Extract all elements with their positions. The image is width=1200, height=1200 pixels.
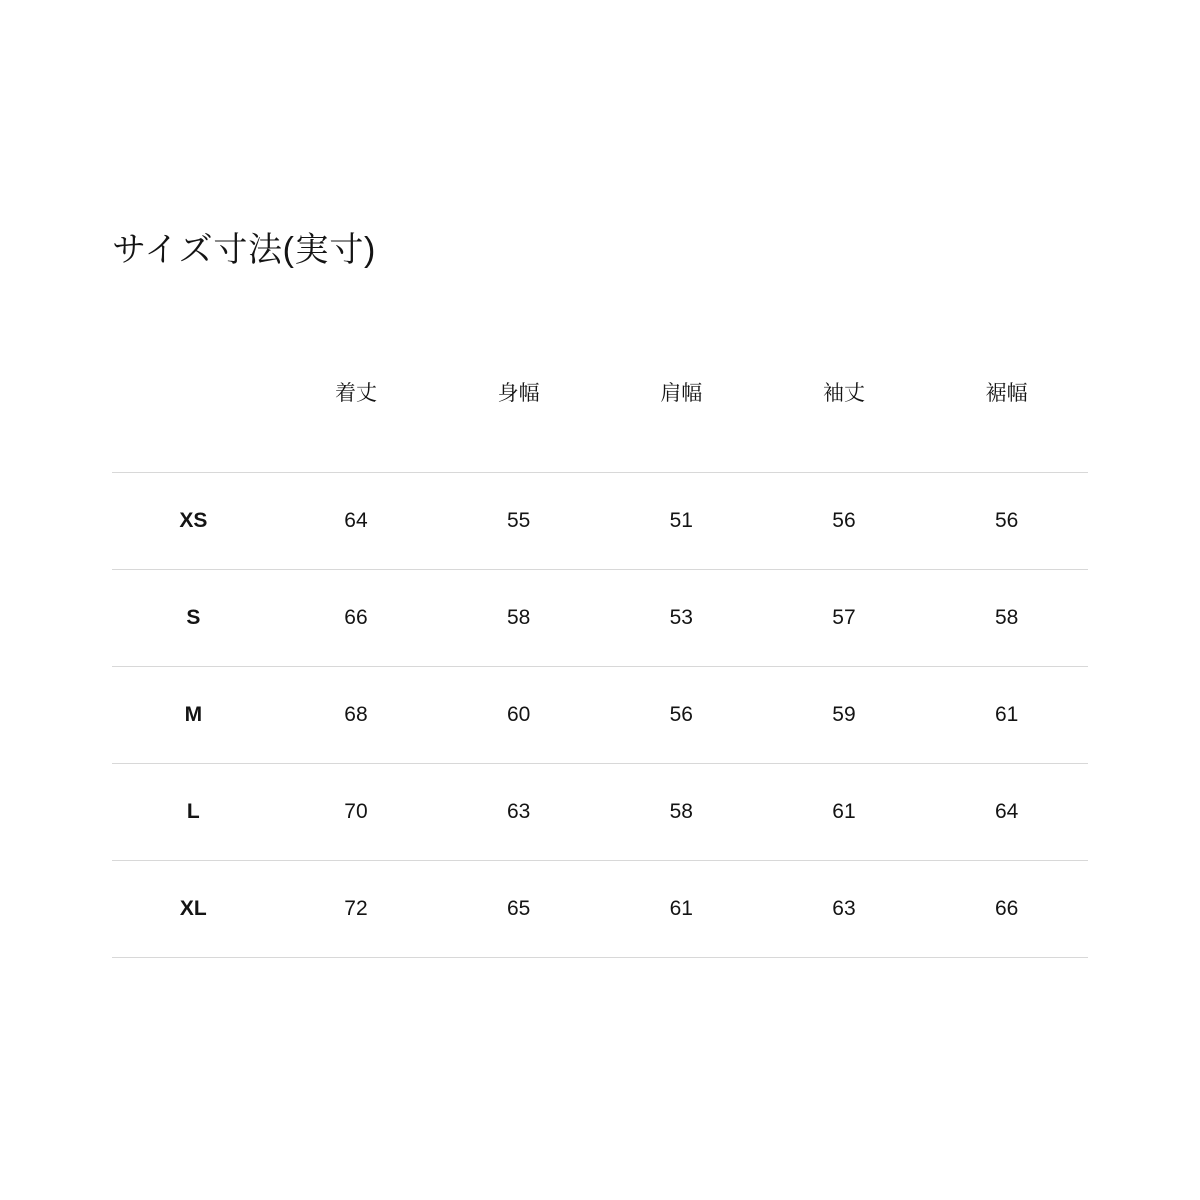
cell-value: 65 bbox=[437, 861, 600, 958]
rule-cell bbox=[763, 300, 926, 312]
cell-value: 64 bbox=[925, 764, 1088, 861]
cell-value: 60 bbox=[437, 667, 600, 764]
cell-value: 61 bbox=[600, 861, 763, 958]
cell-value: 59 bbox=[763, 667, 926, 764]
table-row bbox=[112, 473, 1088, 570]
table-row bbox=[112, 764, 1088, 861]
column-header-row bbox=[112, 312, 1088, 473]
cell-value: 68 bbox=[275, 667, 438, 764]
rule-cell bbox=[600, 958, 763, 959]
rule-cell bbox=[275, 958, 438, 959]
table-header bbox=[112, 300, 1088, 473]
cell-value: 58 bbox=[600, 764, 763, 861]
cell-value: 63 bbox=[437, 764, 600, 861]
table-corner-cell bbox=[112, 312, 275, 473]
cell-value: 61 bbox=[763, 764, 926, 861]
table-body bbox=[112, 473, 1088, 959]
rule-cell bbox=[600, 300, 763, 312]
rule-cell bbox=[112, 300, 275, 312]
table-row bbox=[112, 570, 1088, 667]
row-header-size: XL bbox=[112, 861, 275, 958]
cell-value: 51 bbox=[600, 473, 763, 570]
cell-value: 56 bbox=[925, 473, 1088, 570]
cell-value: 61 bbox=[925, 667, 1088, 764]
cell-value: 63 bbox=[763, 861, 926, 958]
rule-cell bbox=[437, 958, 600, 959]
column-header-mihaba: 身幅 bbox=[497, 382, 540, 405]
rule-cell bbox=[275, 300, 438, 312]
cell-value: 66 bbox=[925, 861, 1088, 958]
cell-value: 58 bbox=[437, 570, 600, 667]
column-header-sodetake: 袖丈 bbox=[822, 382, 865, 405]
row-header-size: L bbox=[112, 764, 275, 861]
column-header-katahaba: 肩幅 bbox=[660, 382, 703, 405]
row-header-size: XS bbox=[112, 473, 275, 570]
row-header-size: M bbox=[112, 667, 275, 764]
column-header-kitake: 着丈 bbox=[334, 382, 377, 405]
table-row bbox=[112, 861, 1088, 958]
cell-value: 55 bbox=[437, 473, 600, 570]
table-row bbox=[112, 667, 1088, 764]
rule-cell bbox=[112, 958, 275, 959]
cell-value: 72 bbox=[275, 861, 438, 958]
cell-value: 56 bbox=[600, 667, 763, 764]
cell-value: 56 bbox=[763, 473, 926, 570]
rule-cell bbox=[437, 300, 600, 312]
column-header-susohaba: 裾幅 bbox=[985, 382, 1028, 405]
page-title: サイズ寸法(実寸) bbox=[112, 231, 377, 269]
cell-value: 64 bbox=[275, 473, 438, 570]
row-header-size: S bbox=[112, 570, 275, 667]
rule-cell bbox=[925, 300, 1088, 312]
rule-cell bbox=[763, 958, 926, 959]
size-table-container bbox=[112, 300, 1088, 958]
cell-value: 57 bbox=[763, 570, 926, 667]
table-bottom-rule bbox=[112, 958, 1088, 959]
size-dimensions-table bbox=[112, 300, 1088, 958]
cell-value: 70 bbox=[275, 764, 438, 861]
cell-value: 53 bbox=[600, 570, 763, 667]
cell-value: 66 bbox=[275, 570, 438, 667]
rule-cell bbox=[925, 958, 1088, 959]
table-top-rule bbox=[112, 300, 1088, 312]
cell-value: 58 bbox=[925, 570, 1088, 667]
